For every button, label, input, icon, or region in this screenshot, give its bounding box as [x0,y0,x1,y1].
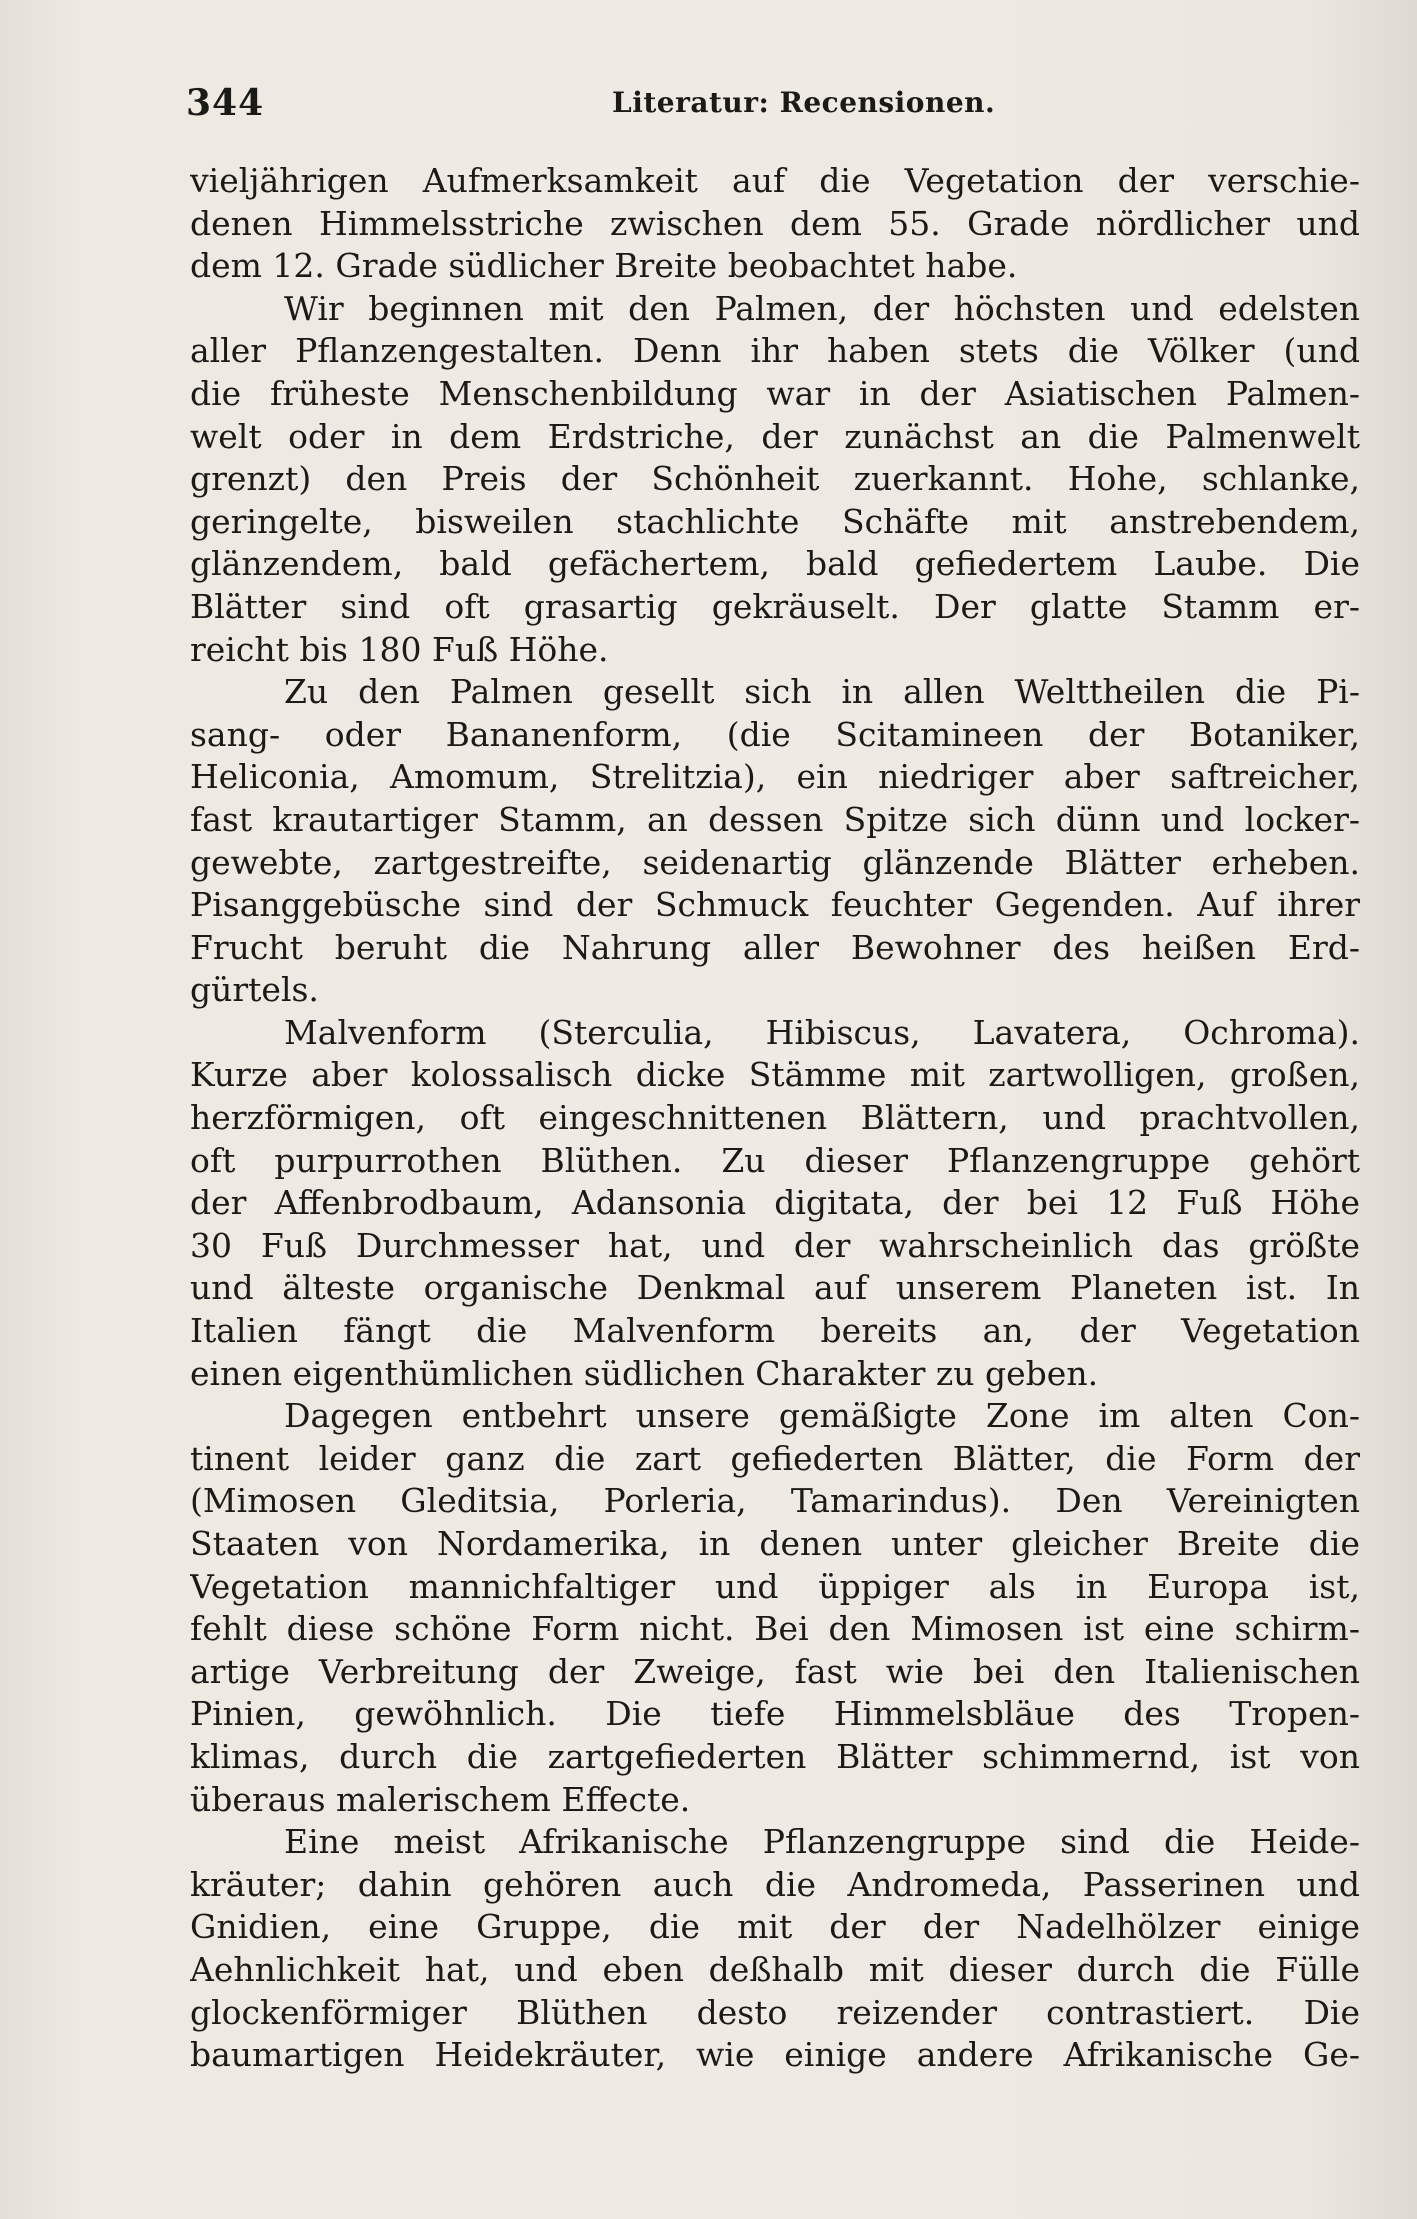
text-line: oft purpurrothen Blüthen. Zu dieser Pflanzengruppe gehört [190,1140,1360,1180]
text-line: welt oder in dem Erdstriche, der zunächst an die Palmenwelt [190,416,1360,456]
text-line: Pinien, gewöhnlich. Die tiefe Himmelsbläue des Tropen- [190,1694,1360,1734]
text-line: tinent leider ganz die zart gefiederten Blätter, die Form der [190,1438,1360,1478]
text-line: glockenförmiger Blüthen desto reizender contrastiert. Die [190,1992,1360,2032]
text-line: Malvenform (Sterculia, Hibiscus, Lavatera, Ochroma). [284,1012,1360,1052]
text-line: vieljährigen Aufmerksamkeit auf die Vegetation der verschie- [190,161,1360,200]
text-line: gewebte, zartgestreifte, seidenartig glänzende Blätter erheben. [190,842,1360,882]
page-header [186,82,1366,132]
text-line: der Affenbrodbaum, Adansonia digitata, der bei 12 Fuß Höhe [190,1183,1360,1223]
text-line: Eine meist Afrikanische Pflanzengruppe sind die Heide- [284,1822,1360,1862]
text-line: herzförmigen, oft eingeschnittenen Blättern, und prachtvollen, [190,1098,1360,1138]
text-line: die früheste Menschenbildung war in der Asiatischen Palmen- [190,373,1360,413]
text-line: Vegetation mannichfaltiger und üppiger als in Europa ist, [190,1566,1360,1606]
text-line: baumartigen Heidekräuter, wie einige andere Afrikanische Ge- [190,2035,1360,2075]
text-line: kräuter; dahin gehören auch die Andromeda, Passerinen und [190,1864,1360,1904]
text-line: grenzt) den Preis der Schönheit zuerkannt. Hohe, schlanke, [190,459,1360,499]
text-line: denen Himmelsstriche zwischen dem 55. Grade nördlicher und [190,203,1360,243]
running-head: Literatur: Recensionen. [612,86,996,119]
text-line: dem 12. Grade südlicher Breite beobachtet habe. [190,246,1018,286]
text-line: fast krautartiger Stamm, an dessen Spitze sich dünn und locker- [190,799,1360,839]
text-line: fehlt diese schöne Form nicht. Bei den Mimosen ist eine schirm- [190,1609,1360,1649]
text-line: Wir beginnen mit den Palmen, der höchsten und edelsten [284,288,1360,328]
text-line: Staaten von Nordamerika, in denen unter gleicher Breite die [190,1524,1360,1563]
text-line: Italien fängt die Malvenform bereits an, der Vegetation [190,1311,1360,1351]
text-line: Heliconia, Amomum, Strelitzia), ein niedriger aber saftreicher, [190,757,1360,797]
text-line: einen eigenthümlichen südlichen Charakter zu geben. [190,1353,1099,1393]
text-line: aller Pflanzengestalten. Denn ihr haben stets die Völker (und [190,331,1360,371]
text-line: und älteste organische Denkmal auf unserem Planeten ist. In [190,1268,1360,1308]
text-line: 30 Fuß Durchmesser hat, und der wahrscheinlich das größte [190,1225,1360,1265]
page-number: 344 [186,82,265,124]
text-line: Aehnlichkeit hat, und eben deßhalb mit dieser durch die Fülle [190,1949,1360,1989]
text-line: Dagegen entbehrt unsere gemäßigte Zone im alten Con- [284,1396,1360,1436]
text-line: Gnidien, eine Gruppe, die mit der der Nadelhölzer einige [190,1907,1360,1947]
text-line: Blätter sind oft grasartig gekräuselt. Der glatte Stamm er- [190,586,1360,626]
text-line: Pisanggebüsche sind der Schmuck feuchter Gegenden. Auf ihrer [190,885,1360,925]
text-line: artige Verbreitung der Zweige, fast wie bei den Italienischen [190,1651,1360,1691]
text-line: (Mimosen Gleditsia, Porleria, Tamarindus). Den Vereinigten [190,1481,1360,1521]
text-line: Zu den Palmen gesellt sich in allen Welttheilen die Pi- [284,672,1360,712]
text-line: Kurze aber kolossalisch dicke Stämme mit zartwolligen, großen, [190,1055,1360,1095]
text-line: sang- oder Bananenform, (die Scitamineen der Botaniker, [190,714,1360,754]
body-text [190,160,1360,2077]
text-line: Frucht beruht die Nahrung aller Bewohner des heißen Erd- [190,927,1360,967]
text-line: gürtels. [190,970,319,1010]
text-line: klimas, durch die zartgefiederten Blätter schimmernd, ist von [190,1736,1360,1776]
text-line: glänzendem, bald gefächertem, bald gefiedertem Laube. Die [190,544,1360,584]
text-line: geringelte, bisweilen stachlichte Schäfte mit anstrebendem, [190,501,1360,541]
text-line: überaus malerischem Effecte. [190,1779,691,1819]
text-line: reicht bis 180 Fuß Höhe. [190,629,609,669]
